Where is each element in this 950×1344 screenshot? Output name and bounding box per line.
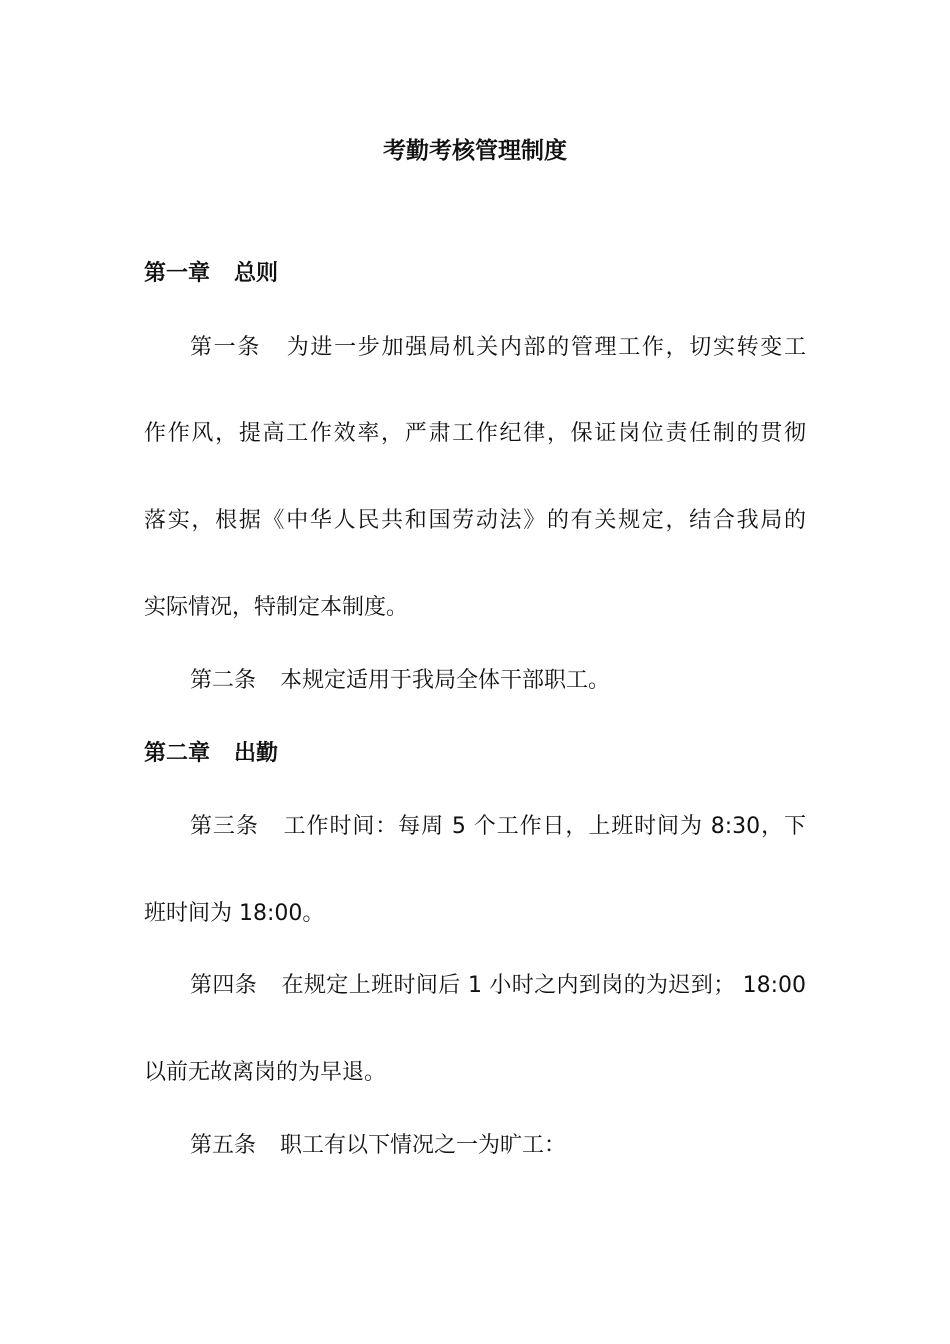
article-text: 本规定适用于我局全体干部职工。 [280,668,611,693]
article-label: 第五条 [190,1133,257,1158]
article-4-line-1 [190,968,806,1004]
article-3-line-2: 班时间为 18:00。 [144,901,325,926]
article-label: 第四条 [190,973,258,998]
chapter-heading-1 [144,256,278,292]
article-5-line-1 [190,1128,806,1164]
article-4-line-2: 以前无故离岗的为早退。 [144,1060,387,1085]
article-label: 第二条 [190,668,257,693]
article-1-line-1 [190,330,806,366]
article-1-line-4: 实际情况，特制定本制度。 [144,595,409,620]
article-2-line-1 [190,663,806,699]
chapter-name: 总则 [234,261,279,286]
article-1-line-2: 作作风，提高工作效率，严肃工作纪律，保证岗位责任制的贯彻 [144,421,806,446]
chapter-number: 第一章 [144,261,211,286]
article-3-line-1 [190,809,806,845]
article-text: 在规定上班时间后 1 小时之内到岗的为迟到； 18:00 [281,973,806,998]
article-text: 为进一步加强局机关内部的管理工作，切实转变工 [285,335,806,360]
article-text: 职工有以下情况之一为旷工： [280,1133,567,1158]
article-label: 第一条 [190,335,262,360]
article-1-line-3: 落实，根据《中华人民共和国劳动法》的有关规定，结合我局的 [144,508,806,533]
document-title: 考勤考核管理制度 [383,138,567,164]
chapter-number: 第二章 [144,741,211,766]
article-label: 第三条 [190,814,259,839]
chapter-name: 出勤 [234,741,279,766]
chapter-heading-2 [144,736,278,772]
article-text: 工作时间：每周 5 个工作日，上班时间为 8:30，下 [282,814,806,839]
